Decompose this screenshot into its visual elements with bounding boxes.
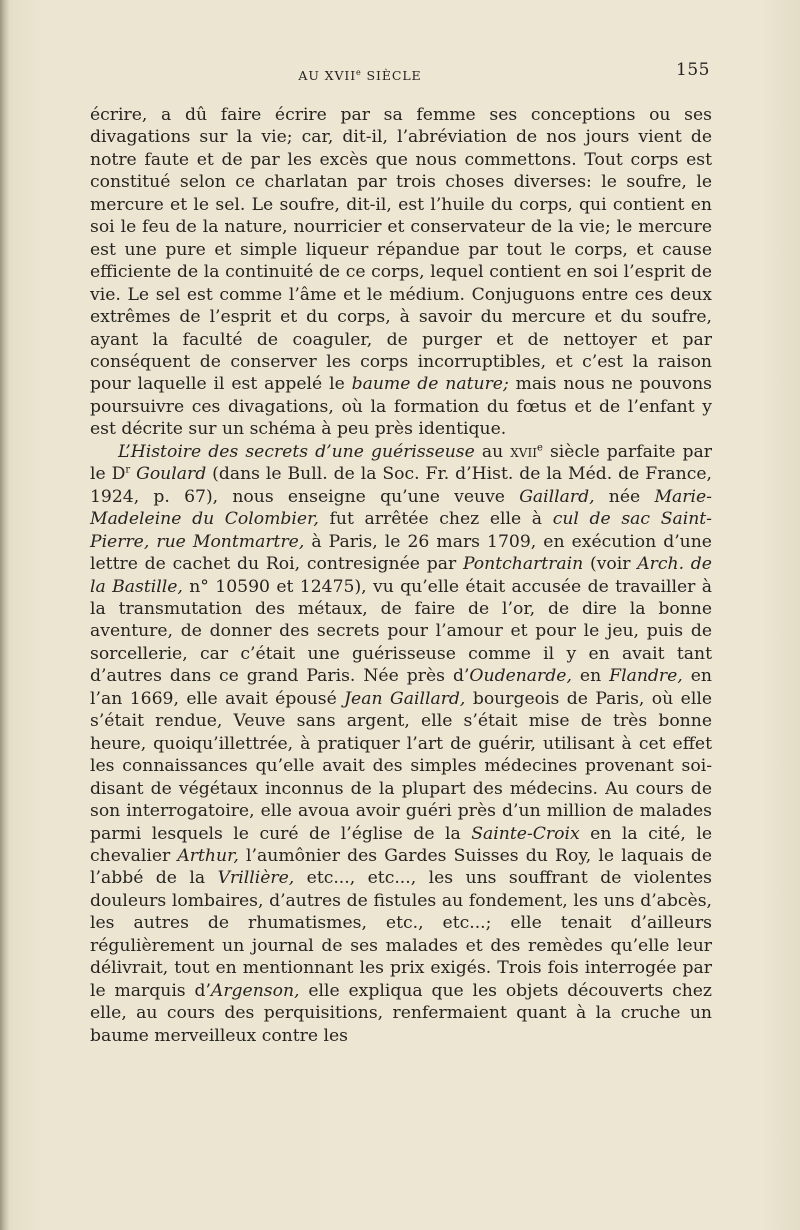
page-number: 155 xyxy=(676,60,710,80)
italic-name: Pontchartrain xyxy=(462,554,584,575)
text-run: (voir xyxy=(583,554,638,575)
italic-title: L’Histoire des secrets d’une guérisseuse xyxy=(118,441,475,462)
text-run: (dans le Bull. de la Soc. Fr. d’Hist. de la Méd. de France, 1924, p. 67), nous enseigne qu’une veuve xyxy=(90,464,713,507)
paragraph-2 xyxy=(90,441,712,1047)
running-head-tail: SIÈCLE xyxy=(361,68,422,83)
italic-name: Gaillard, xyxy=(519,486,595,507)
text-run: écrire, a dû faire écrire par sa femme ses conceptions ou ses divagations sur la vie; car, dit-il, l’abréviation de nos jours vient de notre faute et de par les excès que nous commettons. Tout corps est constitué selon ce charlatan par trois choses diverses: le soufre, le mercure et le sel. Le soufre, dit-il, est l’huile du corps, qui contient en soi le feu de la nature, nourricier et conservateur de la vie; le mercure est une pure et simple liqueur répandue par tout le corps, et cause efficiente de la continuité de ce corps, lequel contient en soi l’esprit de vie. Le sel est comme l’âme et le médium. Conjuguons entre ces deux extrêmes de l’esprit et du corps, à savoir du mercure et du soufre, ayant la faculté de coaguler, de purger et de nettoyer et par conséquent de conserver les corps incorruptibles, et c’est la raison pour laquelle il est appelé le xyxy=(90,105,712,395)
text-run: bourgeois de Paris, où elle s’était rendue, Veuve sans argent, elle s’était mise de très bonne heure, quoiqu’illettrée, à pratiquer l’art de guérir, utilisant à cet effet les connaissances qu’elle avait des simples médecines provenant soi-disant de végétaux inconnus de la plupart des médecins. Au cours de son interrogatoire, elle avoua avoir guéri près d’un million de malades parmi lesquels le curé de l’église de la xyxy=(90,688,712,844)
running-head-superscript: e xyxy=(356,67,362,77)
text-run: en l’an 1669, elle avait épousé xyxy=(90,666,712,709)
body-text xyxy=(90,104,712,1047)
italic-name: Jean Gaillard, xyxy=(344,688,466,709)
italic-place: Sainte-Croix xyxy=(471,823,580,844)
page-header xyxy=(90,60,710,90)
text-run: née xyxy=(594,486,655,507)
text-run: fut arrêtée chez elle à xyxy=(318,509,553,530)
text-run: n° 10590 et 12475), vu qu’elle était accusée de travailler à la transmutation des métaux, de faire de l’or, de dire la bonne aventure, de donner des secrets pour l’amour et pour le jeu, puis de sorcellerie, car c’était une guérisseuse comme il y en avait tant d’autres dans ce grand Paris. Née près d’ xyxy=(90,576,712,687)
italic-place: Oudenarde, xyxy=(469,666,572,687)
century-superscript: e xyxy=(536,442,543,454)
text-run: l’aumônier des Gardes Suisses du Roy, le laquais de l’abbé de la xyxy=(90,845,712,889)
italic-name: Vrillière, xyxy=(217,868,295,889)
text-run: au xyxy=(474,441,511,462)
italic-name: Argenson, xyxy=(210,980,300,1001)
century-numeral: xvii xyxy=(510,441,537,462)
text-run: etc..., etc..., les uns souffrant de violentes douleurs lombaires, d’autres de fistules au fondement, les uns d’abcès, les autres de rhumatismes, etc., etc...; elle tenait d’ailleurs régulièrement un journal de ses malades et des remèdes qu’elle leur délivrait, tout en mentionnant les prix exigés. Trois fois interrogée par le marquis d’ xyxy=(90,868,712,1001)
doctor-superscript: r xyxy=(125,464,131,476)
paragraph-1 xyxy=(90,104,712,441)
italic-term: baume de nature; xyxy=(351,374,509,395)
text-run: mais nous ne pouvons poursuivre ces divagations, où la formation du fœtus et de l’enfant y est décrite sur un schéma à peu près identique. xyxy=(90,374,712,440)
text-run: en la cité, le chevalier xyxy=(90,823,712,866)
text-run: siècle parfaite par le D xyxy=(90,441,712,485)
page-binding-edge xyxy=(0,0,9,1230)
italic-name: Goulard xyxy=(136,464,207,485)
running-head xyxy=(90,68,630,83)
text-run: elle expliqua que les objets découverts chez elle, au cours des perquisitions, renfermaient quant à la cruche un baume merveilleux contre les xyxy=(90,980,712,1046)
italic-name: Arthur, xyxy=(177,845,239,866)
running-head-text: AU XVII xyxy=(298,68,357,83)
text-run: à Paris, le 26 mars 1709, en exécution d’une lettre de cachet du Roi, contresignée par xyxy=(90,531,712,575)
text-run: en xyxy=(571,666,610,687)
italic-name: Marie-Madeleine du Colombier, xyxy=(90,486,712,530)
italic-place: Flandre, xyxy=(609,666,683,687)
italic-reference: Arch. de la Bastille, xyxy=(90,554,712,597)
italic-place: cul de sac Saint-Pierre, rue Montmartre, xyxy=(90,509,712,552)
